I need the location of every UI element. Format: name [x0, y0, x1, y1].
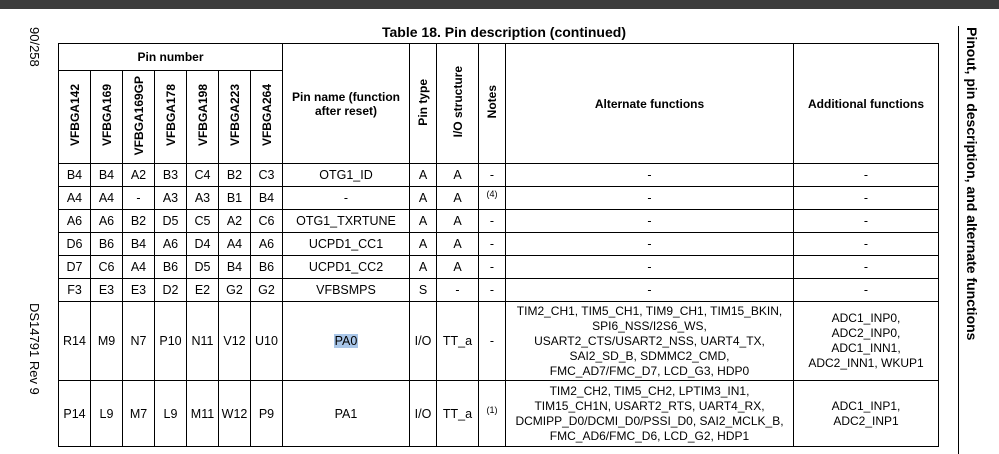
pin-name-cell: VFBSMPS: [283, 279, 410, 302]
alternate-function-line: TIM2_CH2, TIM5_CH2, LPTIM3_IN1,: [549, 383, 750, 398]
io-structure-cell: A: [437, 187, 479, 210]
notes-header: Notes: [479, 44, 506, 164]
io-structure-cell: -: [437, 279, 479, 302]
pin-cell: L9: [155, 381, 187, 447]
notes-cell: [479, 381, 506, 447]
pin-cell: B4: [251, 187, 283, 210]
page-number: 90/258: [27, 27, 42, 67]
pin-cell: B6: [91, 233, 123, 256]
package-header-vfbga264: VFBGA264: [251, 71, 283, 164]
package-header-vfbga198: VFBGA198: [187, 71, 219, 164]
pin-type-cell: I/O: [410, 381, 437, 447]
pin-cell: A3: [187, 187, 219, 210]
pin-cell: E3: [123, 279, 155, 302]
io-structure-cell: A: [437, 256, 479, 279]
pin-cell: A2: [219, 210, 251, 233]
pin-cell: B2: [123, 210, 155, 233]
pin-cell: -: [123, 187, 155, 210]
alternate-function-line: FMC_AD7/FMC_D7, LCD_G3, HDP0: [549, 363, 750, 378]
alternate-functions-header: Alternate functions: [506, 44, 794, 164]
io-structure-cell: A: [437, 233, 479, 256]
pin-cell: G2: [219, 279, 251, 302]
pin-cell: M7: [123, 381, 155, 447]
alternate-functions-cell: [506, 302, 794, 381]
table-row: [59, 256, 939, 279]
pin-cell: A6: [155, 233, 187, 256]
additional-functions-cell: -: [794, 279, 939, 302]
notes-cell: -: [479, 233, 506, 256]
package-header-vfbga178: VFBGA178: [155, 71, 187, 164]
additional-functions-cell: -: [794, 187, 939, 210]
pin-cell: V12: [219, 302, 251, 381]
alternate-functions-cell: -: [506, 233, 794, 256]
pin-cell: C4: [187, 164, 219, 187]
pin-cell: D5: [187, 256, 219, 279]
pin-cell: A4: [123, 256, 155, 279]
pin-cell: W12: [219, 381, 251, 447]
pin-type-cell: A: [410, 233, 437, 256]
pin-cell: L9: [91, 381, 123, 447]
doc-reference: DS14791 Rev 9: [27, 303, 42, 395]
additional-function-line: ADC1_INP0,: [831, 311, 901, 325]
additional-functions-cell: -: [794, 256, 939, 279]
pin-type-cell: A: [410, 210, 437, 233]
pin-cell: E3: [91, 279, 123, 302]
pin-cell: B1: [219, 187, 251, 210]
section-heading: Pinout, pin description, and alternate functions: [964, 27, 980, 341]
pin-cell: N7: [123, 302, 155, 381]
pin-cell: E2: [187, 279, 219, 302]
pin-description-table: [58, 43, 939, 447]
pin-cell: F3: [59, 279, 91, 302]
highlighted-search-match[interactable]: PA0: [334, 334, 358, 348]
pin-cell: A6: [251, 233, 283, 256]
pin-cell: C6: [91, 256, 123, 279]
pin-cell: B4: [91, 164, 123, 187]
alternate-function-line: FMC_AD6/FMC_D6, LCD_G2, HDP1: [549, 428, 750, 443]
alternate-function-line: DCMIPP_D0/DCMI_D0/PSSI_D0, SAI2_MCLK_B,: [515, 413, 784, 428]
additional-function-line: ADC2_INP0,: [831, 326, 901, 340]
additional-functions-cell: -: [794, 210, 939, 233]
pin-cell: B4: [219, 256, 251, 279]
pin-cell: A2: [123, 164, 155, 187]
package-header-vfbga142: VFBGA142: [59, 71, 91, 164]
pin-number-header: Pin number: [59, 44, 283, 71]
note-reference[interactable]: (4): [486, 189, 498, 199]
pin-cell: D6: [59, 233, 91, 256]
pin-name-cell: UCPD1_CC2: [283, 256, 410, 279]
pin-cell: P10: [155, 302, 187, 381]
pin-cell: C3: [251, 164, 283, 187]
pin-cell: C5: [187, 210, 219, 233]
pin-cell: B6: [251, 256, 283, 279]
alternate-function-line: USART2_CTS/USART2_NSS, UART4_TX,: [534, 333, 765, 348]
additional-function-line: ADC2_INN1, WKUP1: [808, 356, 924, 370]
table-row: [59, 233, 939, 256]
io-structure-cell: A: [437, 164, 479, 187]
table-row: [59, 302, 939, 381]
pin-cell: B3: [155, 164, 187, 187]
table-title: Table 18. Pin description (continued): [382, 24, 626, 40]
table-row: [59, 187, 939, 210]
alternate-functions-cell: [506, 381, 794, 447]
notes-cell: -: [479, 256, 506, 279]
pin-cell: P14: [59, 381, 91, 447]
alternate-functions-cell: -: [506, 210, 794, 233]
pin-cell: B4: [59, 164, 91, 187]
notes-cell: -: [479, 302, 506, 381]
pin-cell: A4: [91, 187, 123, 210]
package-header-vfbga169: VFBGA169: [91, 71, 123, 164]
pin-cell: B4: [123, 233, 155, 256]
notes-cell: -: [479, 279, 506, 302]
pin-cell: M9: [91, 302, 123, 381]
pin-cell: B6: [155, 256, 187, 279]
pin-cell: C6: [251, 210, 283, 233]
pin-type-cell: A: [410, 256, 437, 279]
table-row: [59, 164, 939, 187]
pin-name-cell: [283, 302, 410, 381]
additional-functions-cell: -: [794, 233, 939, 256]
viewer-top-bar: [0, 0, 999, 9]
pin-cell: A4: [219, 233, 251, 256]
pin-cell: P9: [251, 381, 283, 447]
pin-cell: A6: [59, 210, 91, 233]
pin-cell: B2: [219, 164, 251, 187]
pin-cell: A3: [155, 187, 187, 210]
alternate-functions-cell: -: [506, 164, 794, 187]
pin-cell: D5: [155, 210, 187, 233]
alternate-function-line: TIM15_CH1N, USART2_RTS, UART4_RX,: [534, 398, 765, 413]
pin-name-cell: OTG1_TXRTUNE: [283, 210, 410, 233]
note-reference[interactable]: (1): [486, 404, 498, 415]
alternate-function-line: SAI2_SD_B, SDMMC2_CMD,: [569, 348, 730, 363]
pin-name-cell: UCPD1_CC1: [283, 233, 410, 256]
additional-functions-header: Additional functions: [794, 44, 939, 164]
pin-cell: R14: [59, 302, 91, 381]
margin-rule: [958, 26, 959, 454]
pin-cell: D4: [187, 233, 219, 256]
pin-cell: D7: [59, 256, 91, 279]
pin-name-header: Pin name (function after reset): [283, 44, 410, 164]
pin-cell: A4: [59, 187, 91, 210]
alternate-function-line: SPI6_NSS/I2S6_WS,: [592, 318, 707, 333]
alternate-function-line: TIM2_CH1, TIM5_CH1, TIM9_CH1, TIM15_BKIN,: [516, 303, 783, 318]
io-structure-cell: A: [437, 210, 479, 233]
pin-name-cell: -: [283, 187, 410, 210]
table-row: [59, 381, 939, 447]
pin-name-cell: PA1: [283, 381, 410, 447]
pin-cell: A6: [91, 210, 123, 233]
alternate-functions-cell: -: [506, 187, 794, 210]
pin-cell: N11: [187, 302, 219, 381]
notes-cell: -: [479, 210, 506, 233]
pin-name-cell: OTG1_ID: [283, 164, 410, 187]
additional-function-line: ADC1_INN1,: [831, 341, 901, 355]
notes-cell: [479, 187, 506, 210]
pin-type-header: Pin type: [410, 44, 437, 164]
additional-functions-cell: [794, 381, 939, 447]
io-structure-cell: TT_a: [437, 302, 479, 381]
table-row: [59, 210, 939, 233]
pin-type-cell: A: [410, 164, 437, 187]
pin-cell: D2: [155, 279, 187, 302]
package-header-vfbga169gp: VFBGA169GP: [123, 71, 155, 164]
alternate-functions-cell: -: [506, 279, 794, 302]
pin-cell: G2: [251, 279, 283, 302]
package-header-vfbga223: VFBGA223: [219, 71, 251, 164]
additional-function-line: ADC1_INP1,: [831, 398, 901, 413]
io-structure-header: I/O structure: [437, 44, 479, 164]
additional-function-line: ADC2_INP1: [833, 413, 899, 428]
table-row: [59, 279, 939, 302]
additional-functions-cell: [794, 302, 939, 381]
alternate-functions-cell: -: [506, 256, 794, 279]
pin-cell: U10: [251, 302, 283, 381]
additional-functions-cell: -: [794, 164, 939, 187]
pin-type-cell: S: [410, 279, 437, 302]
io-structure-cell: TT_a: [437, 381, 479, 447]
notes-cell: -: [479, 164, 506, 187]
pin-type-cell: I/O: [410, 302, 437, 381]
pin-type-cell: A: [410, 187, 437, 210]
pin-cell: M11: [187, 381, 219, 447]
